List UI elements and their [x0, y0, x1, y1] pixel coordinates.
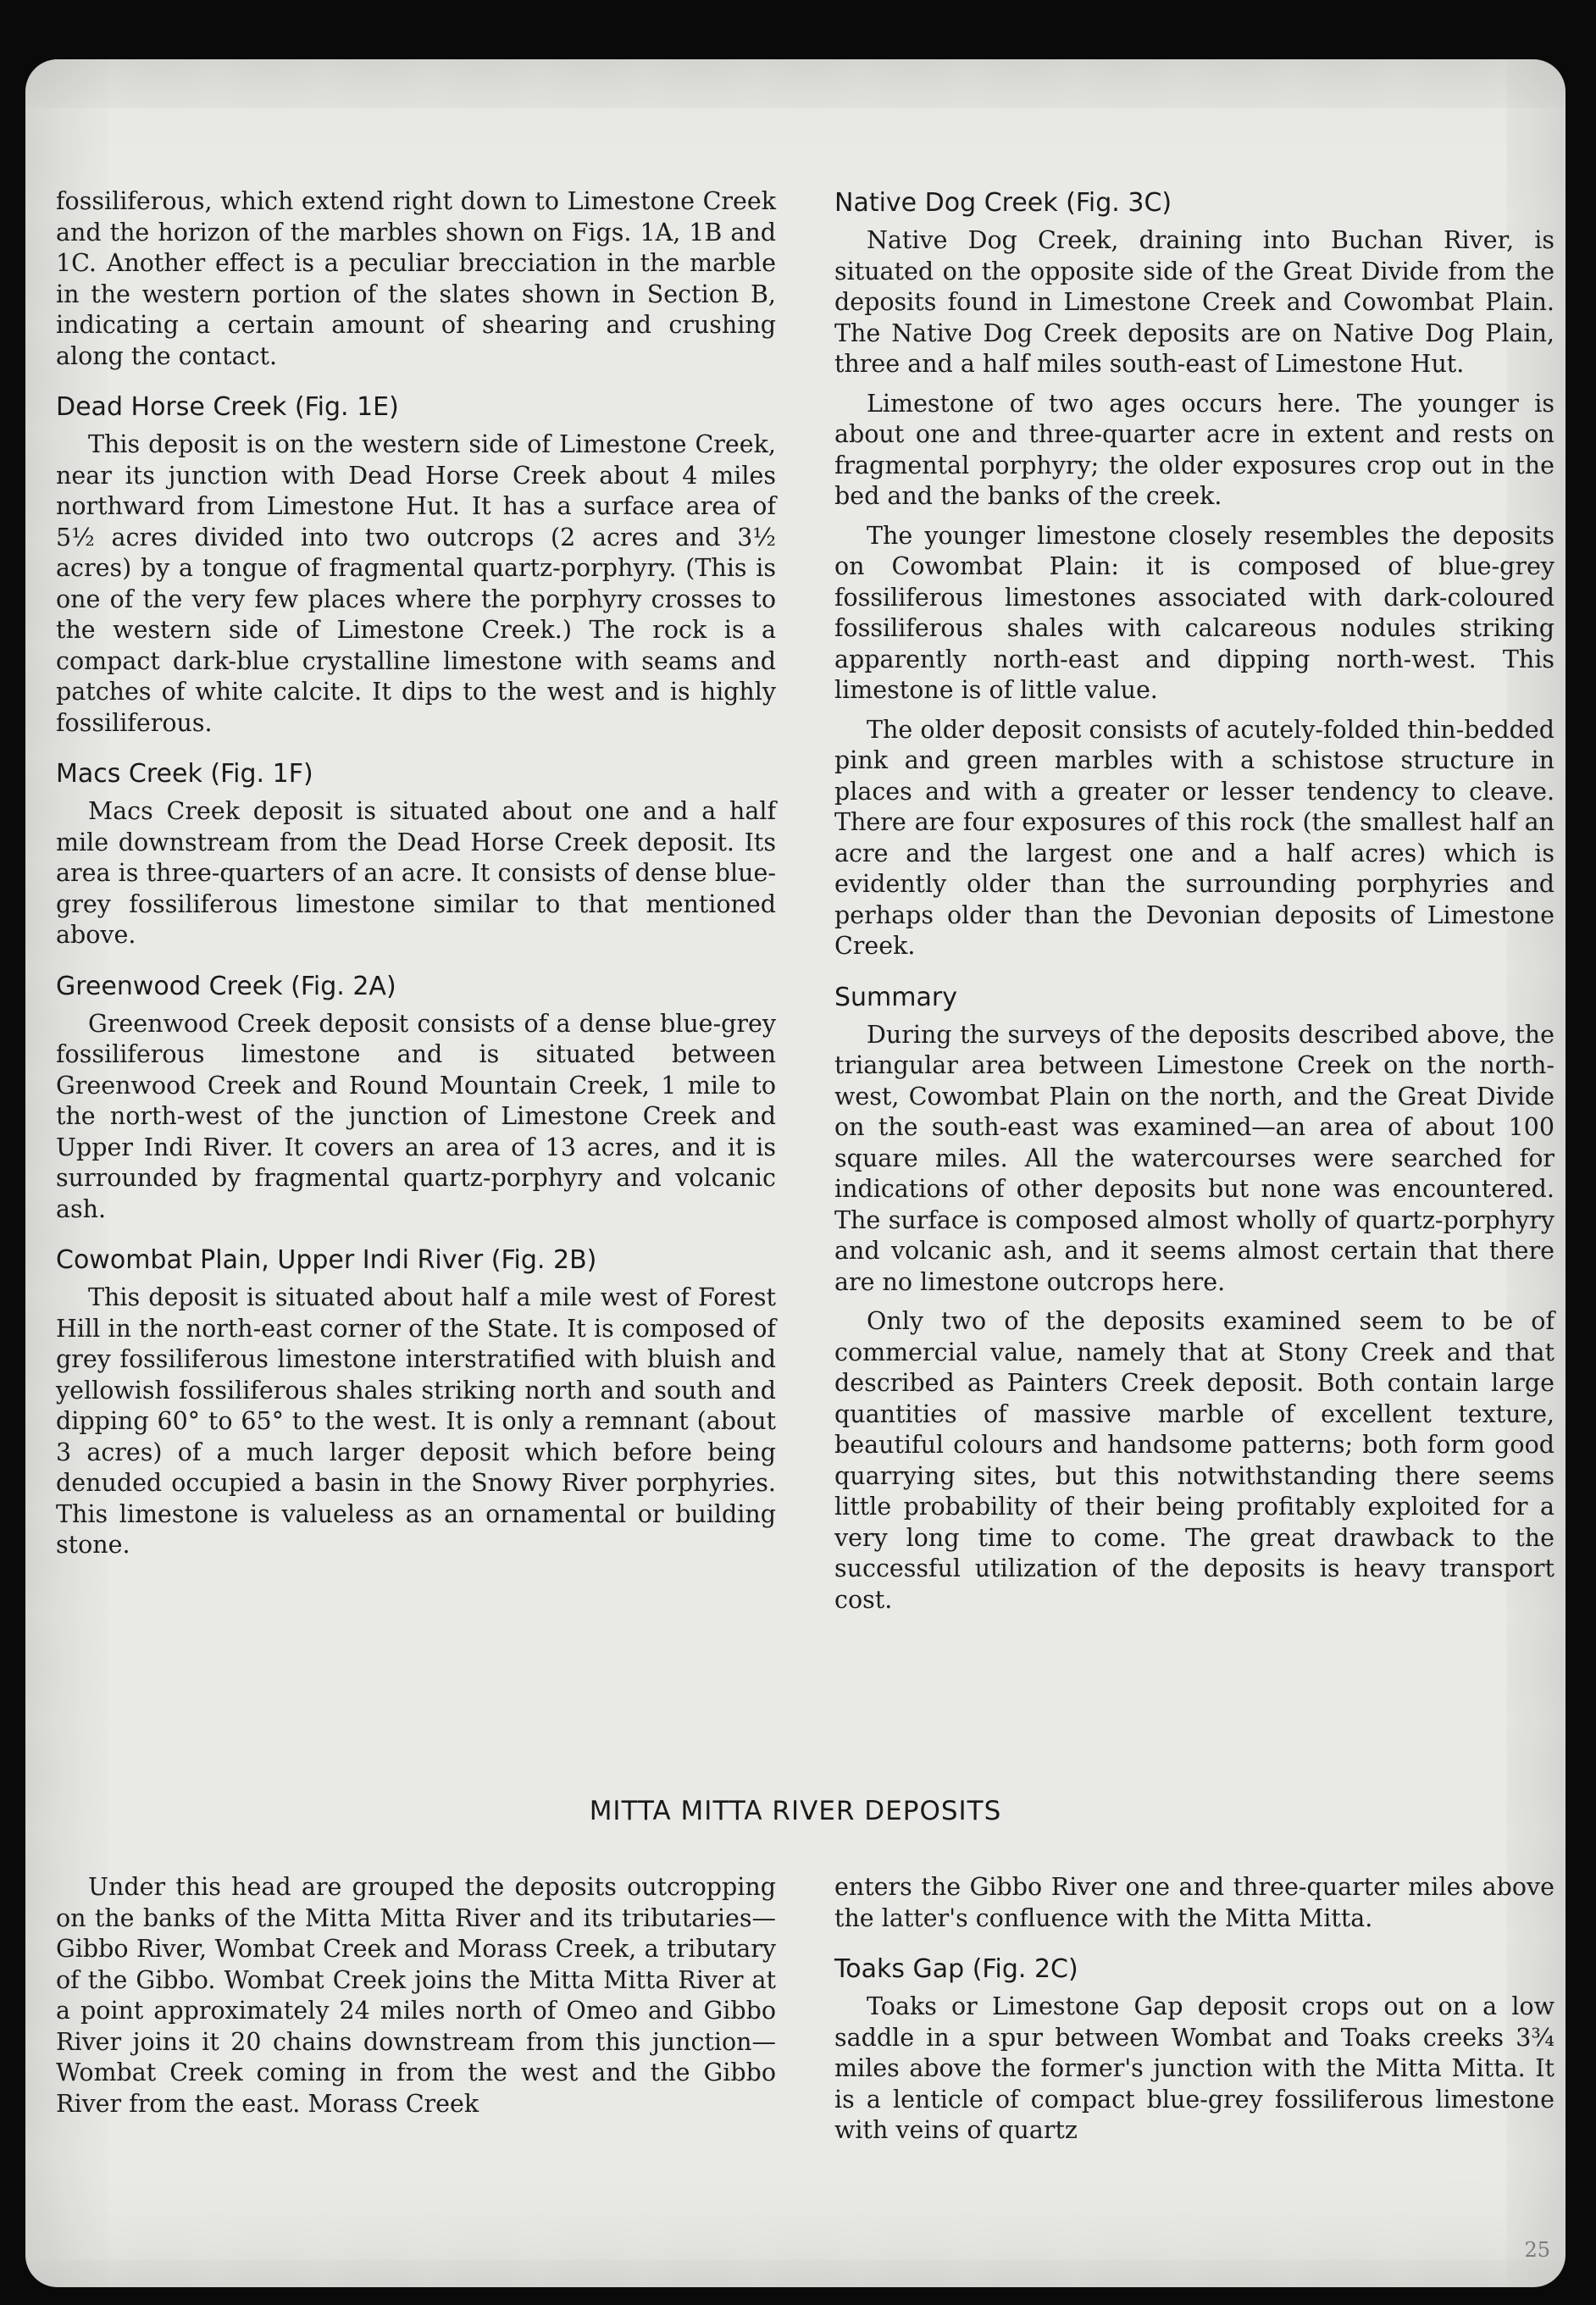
- paragraph-summary-2: Only two of the deposits examined seem to be of commercial value, namely that at Stony Creek and that described as Painters Creek deposit. Both contain large quantities of massive marble of excellent texture, beautiful colours and handsome patterns; both form good quarrying sites, but this notwithstanding there seems little probability of their being profitably exploited for a very long time to come. The great drawback to the successful utilization of the deposits is heavy transport cost.: [834, 1307, 1554, 1614]
- right-column: [834, 186, 1554, 1624]
- paragraph-mitta-continued: enters the Gibbo River one and three-quarter miles above the latter's confluence with the Mitta Mitta.: [834, 1873, 1554, 1932]
- heading-cowombat-plain: Cowombat Plain, Upper Indi River (Fig. 2B): [56, 1245, 597, 1275]
- paragraph-native-dog-4: The older deposit consists of acutely-folded thin-bedded pink and green marbles with a schistose structure in places and with a greater or lesser tendency to cleave. There are four exposures of this rock (the smallest half an acre and the largest one and a half acres) which is evidently older than the surrounding porphyries and perhaps older than the Devonian deposits of Limestone Creek.: [834, 715, 1554, 960]
- paragraph-greenwood-creek: Greenwood Creek deposit consists of a dense blue-grey fossiliferous limestone and is situated between Greenwood Creek and Round Mountain Creek, 1 mile to the north-west of the junction of Limestone Creek and Upper Indi River. It covers an area of 13 acres, and it is surrounded by fragmental quartz-porphyry and volcanic ash.: [56, 1009, 776, 1223]
- document-page: [25, 59, 1566, 2287]
- heading-dead-horse-creek: Dead Horse Creek (Fig. 1E): [56, 392, 399, 422]
- paragraph-toaks-gap: Toaks or Limestone Gap deposit crops out on a low saddle in a spur between Wombat and Toaks creeks 3¾ miles above the former's junction with the Mitta Mitta. It is a lenticle of compact blue-grey fossiliferous limestone with veins of quartz: [834, 1992, 1554, 2144]
- heading-native-dog-creek: Native Dog Creek (Fig. 3C): [834, 188, 1172, 218]
- paragraph-cowombat-plain: This deposit is situated about half a mile west of Forest Hill in the north-east corner of the State. It is composed of grey fossiliferous limestone interstratified with bluish and yellowish fossiliferous shales striking north and south and dipping 60° to 65° to the west. It is only a remnant (about 3 acres) of a much larger deposit which before being denuded occupied a basin in the Snowy River porphyries. This limestone is valueless as an ornamental or building stone.: [56, 1283, 776, 1559]
- page-number: 25: [1524, 2238, 1550, 2262]
- bottom-right-column: [834, 1872, 1554, 2155]
- paragraph-native-dog-1: Native Dog Creek, draining into Buchan River, is situated on the opposite side of the Great Divide from the deposits found in Limestone Creek and Cowombat Plain. The Native Dog Creek deposits are on Native Dog Plain, three and a half miles south-east of Limestone Hut.: [834, 226, 1554, 378]
- bottom-left-column: [56, 1872, 776, 2128]
- paragraph-native-dog-2: Limestone of two ages occurs here. The younger is about one and three-quarter acre in extent and rests on fragmental porphyry; the older exposures crop out in the bed and the banks of the creek.: [834, 389, 1554, 510]
- paragraph-native-dog-3: The younger limestone closely resembles the deposits on Cowombat Plain: it is composed of blue-grey fossiliferous limestones associated with dark-coloured fossiliferous shales with calcareous nodules striking apparently north-east and dipping north-west. This limestone is of little value.: [834, 521, 1554, 704]
- heading-summary: Summary: [834, 982, 957, 1012]
- paragraph-mitta-intro: Under this head are grouped the deposits outcropping on the banks of the Mitta Mitta River and its tributaries—Gibbo River, Wombat Creek and Morass Creek, a tributary of the Gibbo. Wombat Creek joins the Mitta Mitta River at a point approximately 24 miles north of Omeo and Gibbo River joins it 20 chains downstream from this junction—Wombat Creek coming in from the west and the Gibbo River from the east. Morass Creek: [56, 1873, 776, 2118]
- paragraph-summary-1: During the surveys of the deposits described above, the triangular area between Limestone Creek on the north-west, Cowombat Plain on the north, and the Great Divide on the south-east was examined—an area of about 100 square miles. All the watercourses were searched for indications of other deposits but none was encountered. The surface is composed almost wholly of quartz-porphyry and volcanic ash, and it seems almost certain that there are no limestone outcrops here.: [834, 1020, 1554, 1296]
- paragraph-continued: fossiliferous, which extend right down to Limestone Creek and the horizon of the marbles shown on Figs. 1A, 1B and 1C. Another effect is a peculiar brecciation in the marble in the western portion of the slates shown in Section B, indicating a certain amount of shearing and crushing along the contact.: [56, 187, 776, 370]
- heading-toaks-gap: Toaks Gap (Fig. 2C): [834, 1954, 1078, 1984]
- paragraph-dead-horse-creek: This deposit is on the western side of Limestone Creek, near its junction with Dead Horse Creek about 4 miles northward from Limestone Hut. It has a surface area of 5½ acres divided into two outcrops (2 acres and 3½ acres) by a tongue of fragmental quartz-porphyry. (This is one of the very few places where the porphyry crosses to the western side of Limestone Creek.) The rock is a compact dark-blue crystalline limestone with seams and patches of white calcite. It dips to the west and is highly fossiliferous.: [56, 430, 776, 737]
- heading-macs-creek: Macs Creek (Fig. 1F): [56, 759, 313, 789]
- heading-greenwood-creek: Greenwood Creek (Fig. 2A): [56, 971, 396, 1001]
- left-column: [56, 186, 776, 1570]
- section-title: MITTA MITTA RIVER DEPOSITS: [589, 1796, 1002, 1826]
- paragraph-macs-creek: Macs Creek deposit is situated about one and a half mile downstream from the Dead Horse Creek deposit. Its area is three-quarters of an acre. It consists of dense blue-grey fossiliferous limestone similar to that mentioned above.: [56, 797, 776, 949]
